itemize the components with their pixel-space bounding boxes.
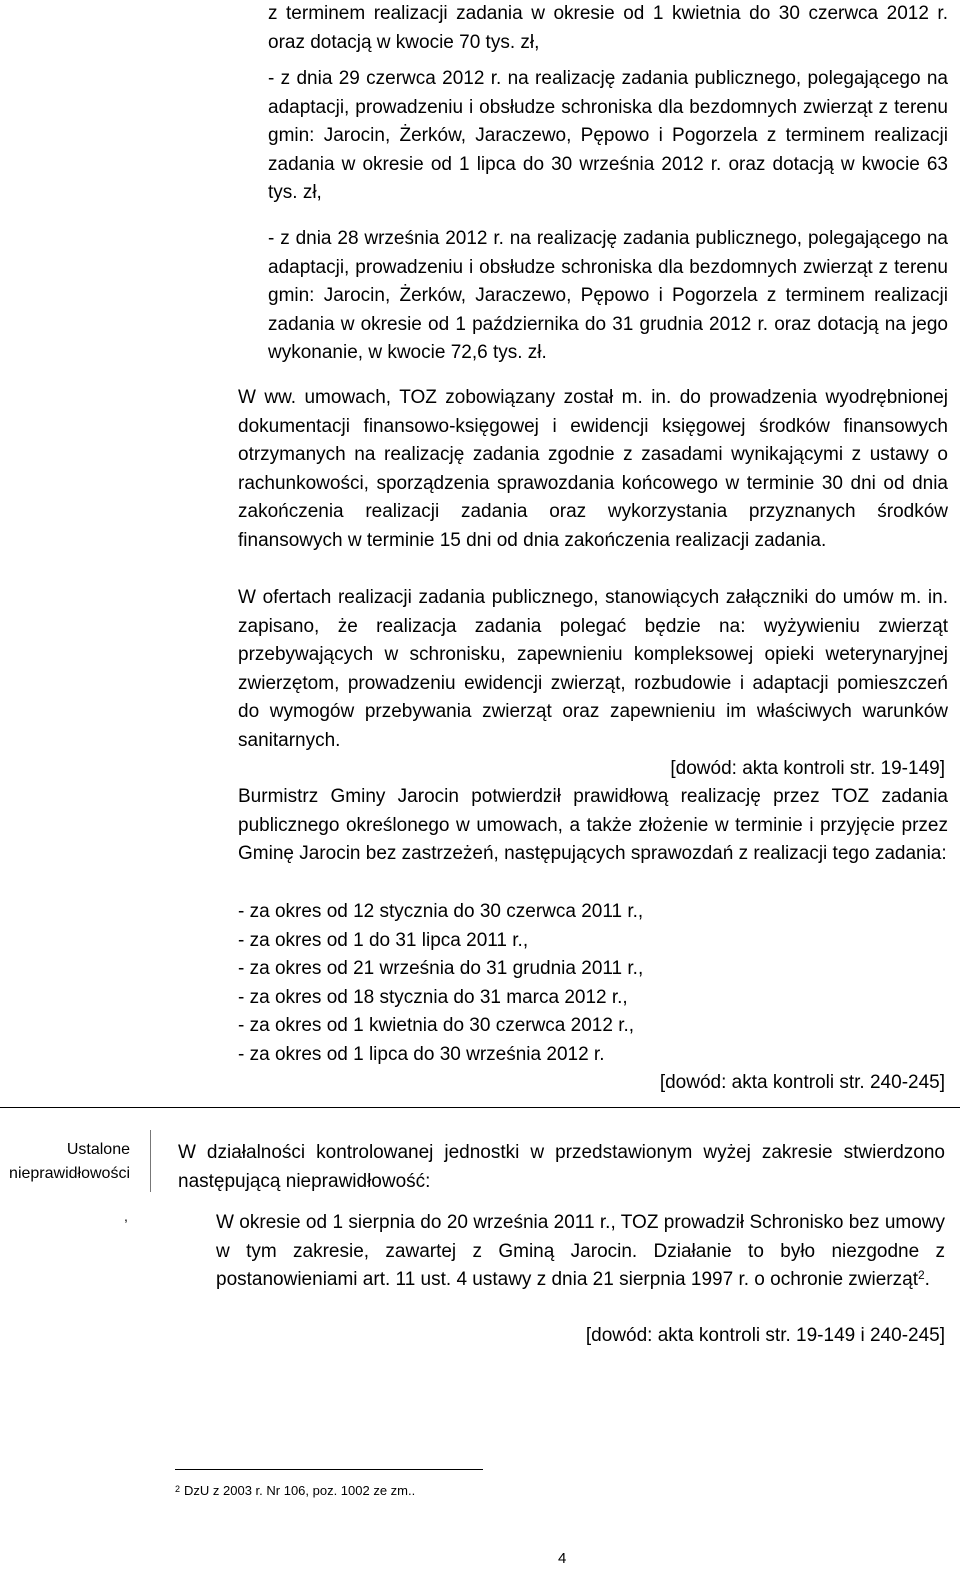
list-item: - za okres od 1 lipca do 30 września 2012 r.: [238, 1043, 605, 1065]
agreement-item-3: - z dnia 28 września 2012 r. na realizację zadania publicznego, polegającego na adaptacji, prowadzeniu i obsłudze schroniska dla bezdomnych zwierząt z terenu gmin: Jarocin, Żerków, Jaraczewo, Pępowo i Pogorzela z terminem realizacji zadania w okresie od 1 października do 31 grudnia 2012 r. oraz dotacją na jego wykonanie, w kwocie 72,6 tys. zł.: [268, 228, 948, 364]
margin-label: [0, 1138, 130, 1186]
page-number: 4: [558, 1550, 567, 1567]
evidence-reference: [dowód: akta kontroli str. 240-245]: [659, 1072, 945, 1093]
list-item: - za okres od 18 stycznia do 31 marca 2012 r.,: [238, 986, 628, 1008]
confirmation-paragraph: Burmistrz Gminy Jarocin potwierdził prawidłową realizację przez TOZ zadania publicznego określonego w umowach, a także złożenie w terminie i przyjęcie przez Gminę Jarocin bez zastrzeżeń, następujących sprawozdań z realizacji tego zadania:: [238, 786, 948, 865]
section-divider: [0, 1107, 960, 1108]
agreement-item-1: z terminem realizacji zadania w okresie od 1 kwietnia do 30 czerwca 2012 r. oraz dotacją w kwocie 70 tys. zł,: [268, 3, 948, 53]
footnote: [175, 1482, 415, 1500]
agreement-item-2: - z dnia 29 czerwca 2012 r. na realizację zadania publicznego, polegającego na adaptacji, prowadzeniu i obsłudze schroniska dla bezdomnych zwierząt z terenu gmin: Jarocin, Żerków, Jaraczewo, Pępowo i Pogorzela z terminem realizacji zadania w okresie od 1 lipca do 30 września 2012 r. oraz dotacją w kwocie 63 tys. zł,: [268, 68, 948, 204]
evidence-reference: [dowód: akta kontroli str. 19-149 i 240-245]: [585, 1325, 945, 1346]
evidence-reference: [dowód: akta kontroli str. 19-149]: [670, 758, 945, 779]
list-item: - za okres od 21 września do 31 grudnia 2011 r.,: [238, 958, 644, 980]
finding-text: W okresie od 1 sierpnia do 20 września 2011 r., TOZ prowadził Schronisko bez umowy w tym zakresie, zawartej z Gminą Jarocin. Działanie to było niezgodne z postanowieniami art. 11 ust. 4 ustawy z dnia 21 sierpnia 1997 r. o ochronie zwierząt: [216, 1212, 945, 1291]
list-item: - za okres od 12 stycznia do 30 czerwca 2011 r.,: [238, 901, 644, 922]
margin-label-line: Ustalone: [66, 1141, 130, 1158]
footnote-text: DzU z 2003 r. Nr 106, poz. 1002 ze zm..: [184, 1483, 416, 1498]
list-item: - za okres od 1 do 31 lipca 2011 r.,: [238, 929, 529, 951]
finding-end: .: [924, 1269, 930, 1291]
footnote-reference[interactable]: 2: [917, 1268, 925, 1283]
report-periods-list: [238, 898, 948, 1070]
offers-paragraph: W ofertach realizacji zadania publicznego, stanowiących załączniki do umów m. in. zapisano, że realizacja zadania polegać będzie na: wyżywieniu zwierząt przebywających w schronisku, zapewnieniu kompleksowej opieki weterynaryjnej zwierzętom, prowadzeniu ewidencji zwierząt, rozbudowie i adaptacji pomieszczeń do wymogów przebywania zwierząt oraz zapewnieniu im właściwych warunków sanitarnych.: [238, 587, 948, 751]
finding-body: [216, 1209, 945, 1295]
margin-divider: [150, 1130, 151, 1192]
obligations-paragraph: W ww. umowach, TOZ zobowiązany został m. in. do prowadzenia wyodrębnionej dokumentacji finansowo-księgowej i ewidencji księgowej środków finansowych otrzymanych na realizację zadania zgodnie z zasadami wynikającymi z ustawy o rachunkowości, sporządzenia sprawozdania końcowego w terminie 30 dni od dnia zakończenia realizacji zadania oraz wykorzystania przyznanych środków finansowych w terminie 15 dni od dnia zakończenia realizacji zadania.: [238, 387, 948, 551]
footnote-number: 2: [175, 1484, 181, 1494]
footnote-separator: [175, 1469, 483, 1470]
comma-mark: ,: [124, 1208, 128, 1224]
finding-intro: W działalności kontrolowanej jednostki w przedstawionym wyżej zakresie stwierdzono następującą nieprawidłowość:: [178, 1142, 945, 1192]
list-item: - za okres od 1 kwietnia do 30 czerwca 2012 r.,: [238, 1015, 635, 1037]
margin-label-line: nieprawidłowości: [9, 1165, 130, 1182]
